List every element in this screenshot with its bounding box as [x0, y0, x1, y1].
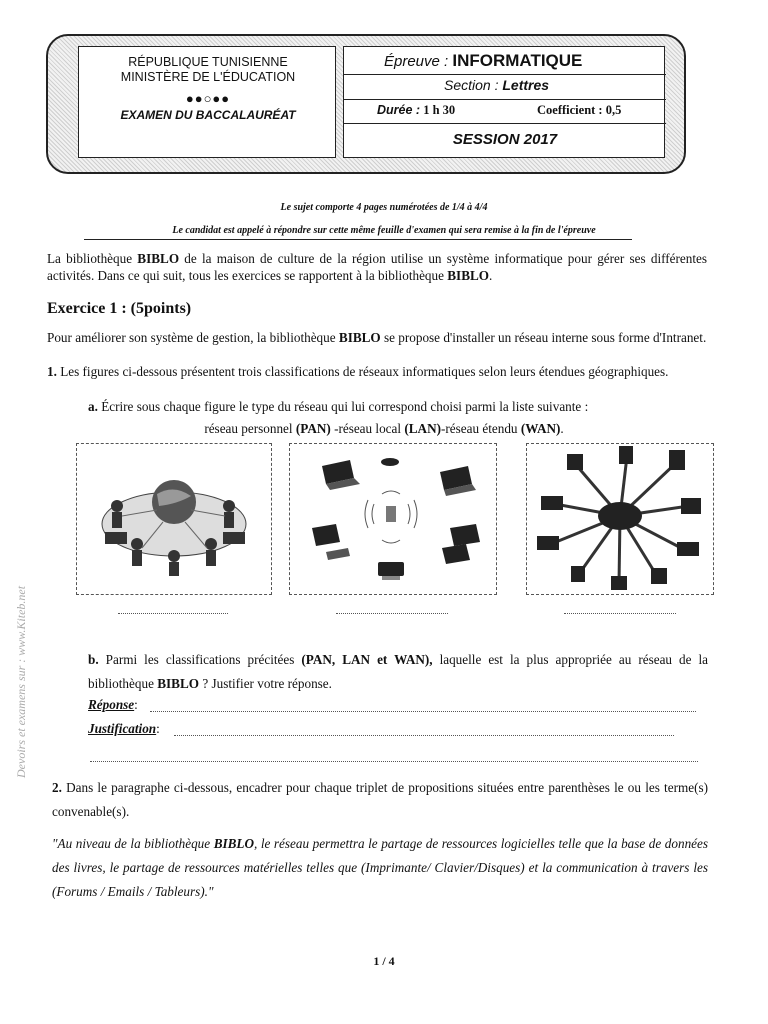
- list-pan: (PAN): [295, 421, 331, 436]
- section-label: Section :: [444, 77, 499, 93]
- biblo-name: BIBLO: [157, 676, 200, 691]
- biblo-name: BIBLO: [447, 268, 490, 283]
- qb-bold: (PAN, LAN et WAN),: [301, 652, 433, 667]
- duree-label: Durée :: [377, 103, 421, 117]
- personal-network-illustration: [77, 444, 271, 594]
- justification-line-2[interactable]: [90, 760, 698, 762]
- answer-line-figure-3[interactable]: [564, 612, 676, 614]
- question-2: [52, 776, 708, 824]
- q2-text: Dans le paragraphe ci-dessous, encadrer pour chaque triplet de propositions situées entre parenthèses le ou les terme(s) convenable(s).: [52, 780, 708, 819]
- star-network-illustration: [527, 444, 713, 594]
- biblo-name: BIBLO: [137, 251, 180, 266]
- page-number: 1 / 4: [373, 954, 395, 968]
- exercise-intro-b: se propose d'installer un réseau interne sous forme d'Intranet.: [380, 330, 707, 345]
- answer-line-figure-1[interactable]: [118, 612, 228, 614]
- intro-end: .: [489, 268, 493, 283]
- exam-title: EXAMEN DU BACCALAURÉAT: [120, 108, 296, 122]
- intro-text-1: La bibliothèque: [47, 251, 138, 266]
- section-row: [344, 74, 666, 100]
- figure-1-pan: [76, 443, 272, 595]
- duree-value: 1 h 30: [423, 103, 456, 117]
- quote-paragraph: [52, 832, 708, 904]
- reponse-field: Réponse:: [88, 697, 138, 712]
- epreuve-value: INFORMATIQUE: [452, 51, 583, 70]
- qa-number: a.: [88, 399, 98, 414]
- q2-number: 2.: [52, 780, 62, 795]
- epreuve-row: [344, 47, 666, 75]
- epreuve-label: Épreuve :: [384, 53, 449, 70]
- watermark: Devoirs et examens sur : www.Kiteb.net: [14, 585, 28, 778]
- list-pan-text: réseau personnel: [204, 421, 296, 436]
- intro-text-2: de la maison de culture de la région utilise un système informatique pour gérer ses différentes activités. Dans ce qui suit, tous les exercices se rapportent à la bibliothèque: [47, 251, 708, 283]
- rating-dots: ●●○●●: [185, 91, 231, 106]
- list-end: .: [560, 421, 564, 436]
- header-left-box: [78, 46, 336, 158]
- header-right-box: [343, 46, 665, 158]
- list-lan: (LAN): [404, 421, 441, 436]
- exercise-intro: [47, 329, 707, 346]
- justification-label: Justification: [88, 721, 157, 736]
- session: SESSION 2017: [452, 131, 558, 148]
- justification-field: Justification:: [88, 721, 160, 736]
- wireless-network-illustration: [290, 444, 496, 594]
- coef-value: 0,5: [605, 103, 622, 117]
- reponse-line[interactable]: [150, 710, 696, 712]
- biblo-name: BIBLO: [338, 330, 381, 345]
- country: RÉPUBLIQUE TUNISIENNE: [128, 55, 288, 69]
- quote-text-a: "Au niveau de la bibliothèque: [52, 836, 214, 851]
- reponse-label: Réponse: [88, 697, 135, 712]
- quote-text-b: , le réseau permettra le partage de ressources logicielles telle que la base de données des livres, le partage de ressources matérielles telles que (Imprimante/ Clavier/Disques) et la communication à travers les (Forums / Emails / Tableurs).": [52, 836, 709, 899]
- q1-number: 1.: [47, 364, 57, 379]
- qb-text-a: Parmi les classifications précitées: [98, 652, 302, 667]
- qb-text-c: ? Justifier votre réponse.: [199, 676, 332, 691]
- duree-row: [344, 99, 666, 124]
- candidate-note: Le candidat est appelé à répondre sur cette même feuille d'examen qui sera remise à la fin de l'épreuve: [172, 225, 596, 236]
- note-underline: [84, 239, 632, 240]
- figure-2-lan: [289, 443, 497, 595]
- biblo-name: BIBLO: [213, 836, 254, 851]
- question-1b: [88, 648, 708, 696]
- list-lan-text: -réseau local: [330, 421, 405, 436]
- answer-line-figure-2[interactable]: [336, 612, 448, 614]
- list-wan-text: -réseau étendu: [441, 421, 521, 436]
- list-wan: (WAN): [520, 421, 561, 436]
- intro-paragraph: [47, 250, 707, 284]
- exercise-title: Exercice 1 : (5points): [47, 300, 192, 317]
- network-type-list: [0, 420, 768, 437]
- qa-text: Écrire sous chaque figure le type du réseau qui lui correspond choisi parmi la liste suivante :: [97, 399, 589, 414]
- pages-note: Le sujet comporte 4 pages numérotées de 1/4 à 4/4: [280, 202, 488, 213]
- qb-number: b.: [88, 652, 99, 667]
- q1-text: Les figures ci-dessous présentent trois classifications de réseaux informatiques selon leurs étendues géographiques.: [56, 364, 669, 379]
- question-1a: [88, 398, 708, 415]
- ministry: MINISTÈRE DE L'ÉDUCATION: [120, 70, 296, 84]
- qb-text-b: laquelle est la plus appropriée au réseau de la bibliothèque: [88, 652, 709, 691]
- exercise-intro-a: Pour améliorer son système de gestion, la bibliothèque: [47, 330, 339, 345]
- figure-3-wan: [526, 443, 714, 595]
- section-value: Lettres: [502, 77, 550, 93]
- justification-line-1[interactable]: [174, 734, 674, 736]
- question-1: [47, 363, 707, 380]
- coef-label: Coefficient :: [537, 103, 603, 117]
